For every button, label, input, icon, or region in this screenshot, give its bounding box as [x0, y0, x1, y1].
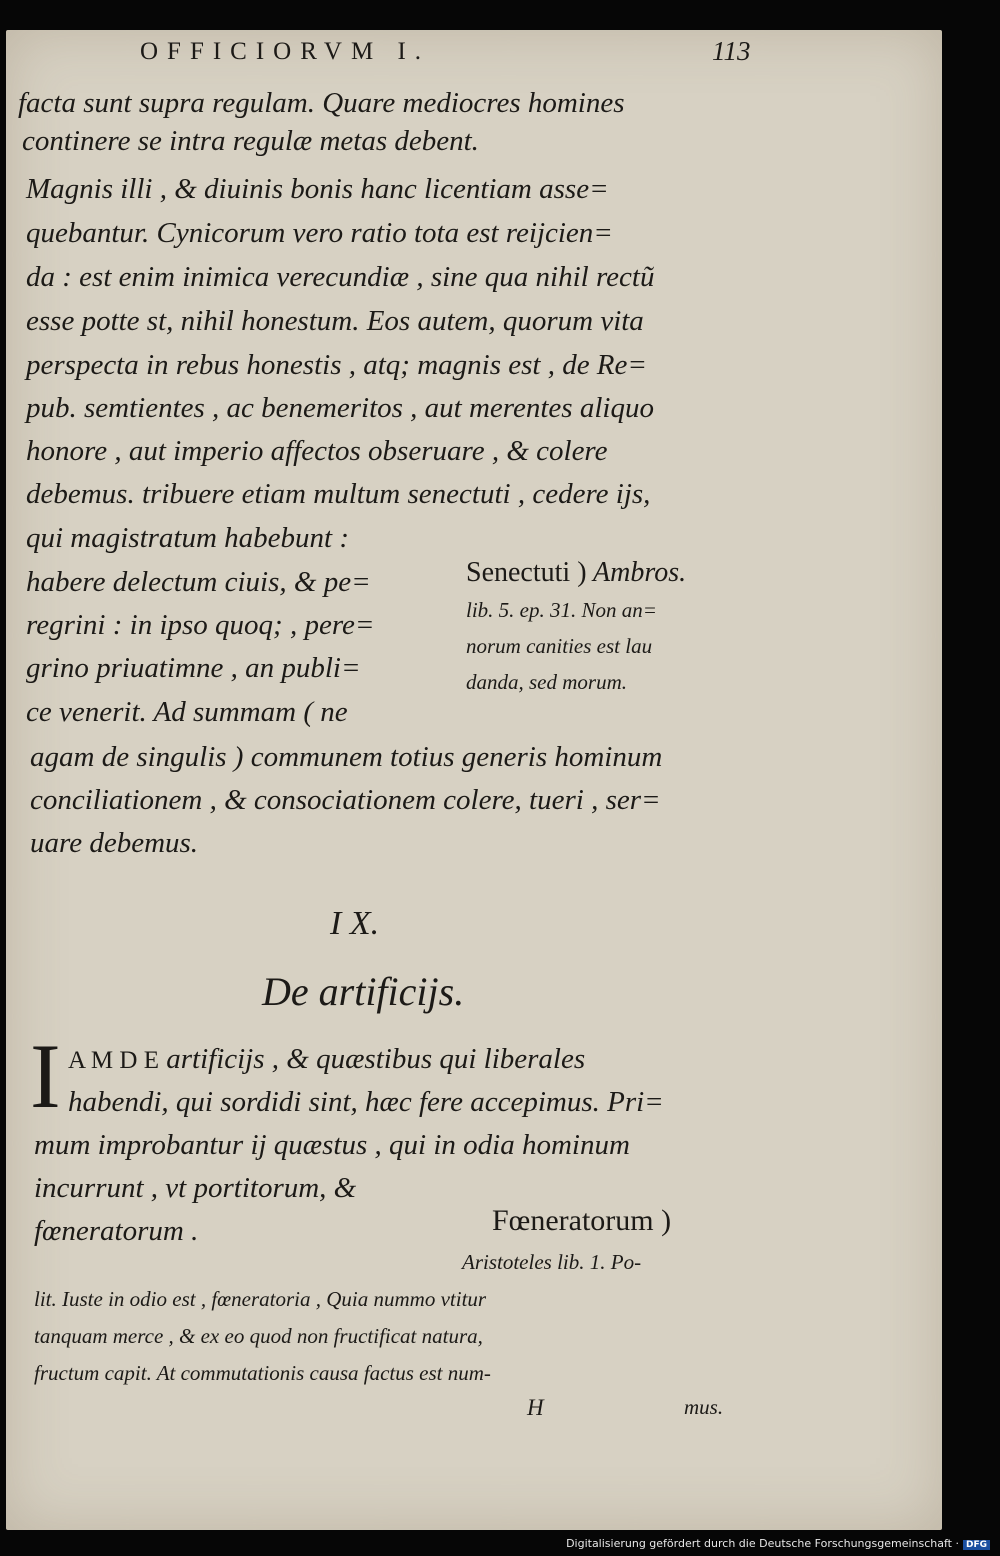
- text-line: facta sunt supra regulam. Quare mediocres homines: [18, 87, 625, 119]
- note-line: fructum capit. At commutationis causa factus est num-: [34, 1361, 491, 1385]
- text-line: grino priuatimne , an publi=: [26, 652, 361, 684]
- text-line: ce venerit. Ad summam ( ne: [26, 696, 348, 728]
- text-line: fœneratorum .: [34, 1215, 199, 1247]
- note-line: tanquam merce , & ex eo quod non fructificat natura,: [34, 1324, 483, 1348]
- text-line: incurrunt , vt portitorum, &: [34, 1172, 357, 1204]
- text-line: debemus. tribuere etiam multum senectuti , cedere ijs,: [26, 478, 651, 510]
- text-line: esse potte st, nihil honestum. Eos autem, quorum vita: [26, 305, 644, 337]
- dfg-logo: DFG: [963, 1540, 990, 1550]
- signature-mark: H: [527, 1395, 544, 1420]
- text-line: Magnis illi , & diuinis bonis hanc licentiam asse=: [26, 173, 609, 205]
- text-line: honore , aut imperio affectos obseruare , & colere: [26, 435, 608, 467]
- text-line: pub. semtientes , ac benemeritos , aut merentes aliquo: [26, 392, 654, 424]
- text-line: quebantur. Cynicorum vero ratio tota est reijcien=: [26, 217, 613, 249]
- note-line: Aristoteles lib. 1. Po-: [462, 1250, 642, 1274]
- chapter-title: De artificijs.: [262, 969, 465, 1014]
- text-line: qui magistratum habebunt :: [26, 522, 350, 554]
- note-heading: Fœneratorum ): [492, 1204, 672, 1237]
- text-line: perspecta in rebus honestis , atq; magnis est , de Re=: [26, 349, 647, 381]
- text-line: agam de singulis ) communem totius generis hominum: [30, 741, 663, 773]
- page-number: 113: [712, 36, 751, 66]
- note-line: danda, sed morum.: [466, 670, 627, 694]
- text-line: habendi, qui sordidi sint, hæc fere accepimus. Pri=: [68, 1086, 664, 1118]
- text-line: conciliationem , & consociationem colere, tueri , ser=: [30, 784, 661, 816]
- chapter-number: I X.: [330, 905, 380, 942]
- text-line: mum improbantur ij quæstus , qui in odia hominum: [34, 1129, 630, 1161]
- note-line: lib. 5. ep. 31. Non an=: [466, 598, 657, 622]
- running-title: OFFICIORVM I.: [140, 38, 431, 65]
- text-line: uare debemus.: [30, 827, 199, 859]
- text-line: continere se intra regulæ metas debent.: [22, 125, 479, 157]
- drop-cap: I: [30, 1025, 61, 1127]
- note-heading: Senectuti ) Ambros.: [466, 557, 687, 588]
- note-line: lit. Iuste in odio est , fœneratoria , Quia nummo vtitur: [34, 1287, 487, 1311]
- text-line: regrini : in ipso quoq; , pere=: [26, 609, 375, 641]
- catchword: mus.: [684, 1395, 724, 1419]
- text-line: da : est enim inimica verecundiæ , sine qua nihil rectũ: [26, 261, 655, 293]
- text-line: habere delectum ciuis, & pe=: [26, 566, 371, 598]
- note-line: norum canities est lau: [466, 634, 653, 658]
- footer-credit: Digitalisierung gefördert durch die Deutsche Forschungsgemeinschaft · DFG: [566, 1537, 990, 1550]
- text-line: A M D E artificijs , & quæstibus qui liberales: [68, 1043, 586, 1075]
